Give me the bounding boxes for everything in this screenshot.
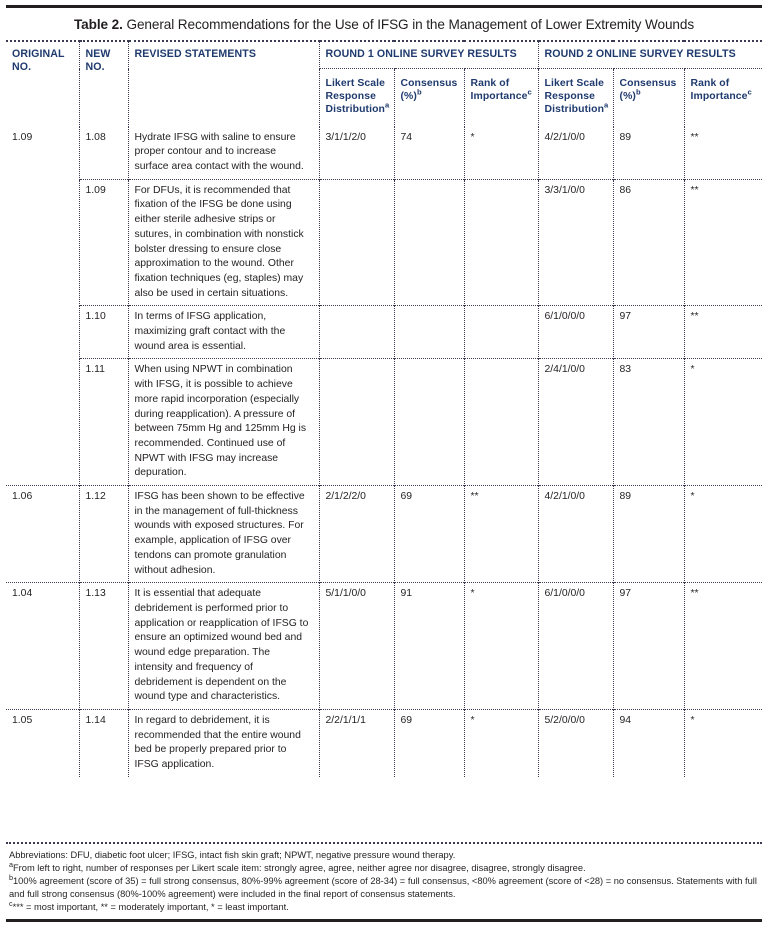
cell-r2_consensus: 97 xyxy=(613,583,684,710)
cell-statement: It is essential that adequate debridement is performed prior to application or reapplication of IFSG to ensure an optimized wound bed and wound edge preparation. The intensity and frequency of debridement is dependent on the wound type and characteristics. xyxy=(128,583,319,710)
col-header-revised-statements: REVISED STATEMENTS xyxy=(128,41,319,127)
cell-original_no: 1.06 xyxy=(6,486,79,583)
table-row xyxy=(6,709,762,776)
cell-r1_consensus xyxy=(394,179,464,306)
cell-statement: In terms of IFSG application, maximizing graft contact with the wound area is essential. xyxy=(128,306,319,359)
col-header-r2-consensus-text: Consensus (%) xyxy=(619,78,677,103)
cell-r1_rank xyxy=(464,359,538,486)
footnote-a-marker: a xyxy=(9,859,13,869)
footnote-a-text: From left to right, number of responses per Likert scale item: strongly agree, agree, neither agree nor disagree, disagree, strongly disagree. xyxy=(13,862,586,873)
cell-new_no: 1.08 xyxy=(79,127,128,180)
table-row xyxy=(6,306,762,359)
table-caption-label: Table 2. xyxy=(73,17,123,32)
cell-r2_likert: 6/1/0/0/0 xyxy=(538,583,613,710)
cell-new_no: 1.12 xyxy=(79,486,128,583)
col-header-round2-group: ROUND 2 ONLINE SURVEY RESULTS xyxy=(538,41,762,69)
table-footnotes xyxy=(6,842,762,917)
col-header-r1-consensus-text: Consensus (%) xyxy=(400,78,458,103)
col-header-r2-consensus xyxy=(613,69,684,127)
cell-r1_likert xyxy=(319,306,394,359)
cell-r1_rank: * xyxy=(464,709,538,776)
col-header-original-no: ORIGINAL NO. xyxy=(6,41,79,127)
footnote-c xyxy=(9,898,760,914)
cell-r2_rank: ** xyxy=(684,583,762,710)
cell-r2_consensus: 94 xyxy=(613,709,684,776)
cell-new_no: 1.14 xyxy=(79,709,128,776)
footnote-c-marker: c xyxy=(9,898,13,908)
cell-r1_consensus: 91 xyxy=(394,583,464,710)
cell-r2_likert: 4/2/1/0/0 xyxy=(538,486,613,583)
cell-r2_rank: * xyxy=(684,359,762,486)
cell-new_no: 1.11 xyxy=(79,359,128,486)
footnote-abbreviations: Abbreviations: DFU, diabetic foot ulcer; IFSG, intact fish skin graft; NPWT, negative pressure wound therapy. xyxy=(9,849,456,860)
footnote-b xyxy=(9,872,760,900)
cell-statement: Hydrate IFSG with saline to ensure proper contour and to increase surface area contact with the wound. xyxy=(128,127,319,180)
cell-r2_likert: 3/3/1/0/0 xyxy=(538,179,613,306)
cell-r2_consensus: 86 xyxy=(613,179,684,306)
table-row xyxy=(6,127,762,180)
cell-statement: IFSG has been shown to be effective in the management of full-thickness wounds with exposed structures. For example, application of IFSG over tendons can promote granulation without adhesion. xyxy=(128,486,319,583)
footnote-marker-b: b xyxy=(635,87,641,97)
cell-statement: When using NPWT in combination with IFSG, it is possible to achieve more rapid incorporation (especially during reapplication). A pressure of between 75mm Hg and 125mm Hg is recommended. Continued use of NPWT with IFSG may increase depuration. xyxy=(128,359,319,486)
cell-original_no: 1.09 xyxy=(12,131,33,143)
col-header-r2-rank xyxy=(684,69,762,127)
cell-r2_consensus: 97 xyxy=(613,306,684,359)
table-row xyxy=(6,179,762,306)
table-row xyxy=(6,359,762,486)
cell-r1_consensus xyxy=(394,359,464,486)
cell-r2_consensus: 83 xyxy=(613,359,684,486)
cell-r1_rank: * xyxy=(464,583,538,710)
col-header-r1-consensus xyxy=(394,69,464,127)
table-caption xyxy=(0,8,768,40)
cell-new_no: 1.09 xyxy=(79,179,128,306)
footnote-marker-a: a xyxy=(385,100,390,110)
table-head xyxy=(6,41,762,127)
table-caption-text: General Recommendations for the Use of IFSG in the Management of Lower Extremity Wounds xyxy=(122,17,695,32)
table-row xyxy=(6,583,762,710)
cell-r2_likert: 4/2/1/0/0 xyxy=(538,127,613,180)
cell-statement: In regard to debridement, it is recommended that the entire wound bed be properly prepared prior to IFSG application. xyxy=(128,709,319,776)
col-header-r1-likert-text: Likert Scale Response Distribution xyxy=(325,78,386,116)
cell-r1_rank xyxy=(464,179,538,306)
footnote-marker-b: b xyxy=(416,87,422,97)
layout-spacer xyxy=(0,777,768,842)
col-header-r1-rank xyxy=(464,69,538,127)
cell-new_no: 1.10 xyxy=(79,306,128,359)
col-header-r1-rank-text: Rank of Importance xyxy=(470,78,528,103)
bottom-rule xyxy=(6,919,762,922)
footnote-marker-c: c xyxy=(747,87,752,97)
cell-r2_likert: 5/2/0/0/0 xyxy=(538,709,613,776)
cell-r1_likert: 3/1/1/2/0 xyxy=(319,127,394,180)
cell-r1_likert xyxy=(319,179,394,306)
cell-r2_likert: 6/1/0/0/0 xyxy=(538,306,613,359)
cell-r2_rank: ** xyxy=(684,127,762,180)
cell-r1_rank: ** xyxy=(464,486,538,583)
cell-r2_consensus: 89 xyxy=(613,127,684,180)
col-header-r1-likert xyxy=(319,69,394,127)
cell-r2_consensus: 89 xyxy=(613,486,684,583)
cell-original_no: 1.05 xyxy=(6,709,79,776)
col-header-r2-likert xyxy=(538,69,613,127)
cell-original_no xyxy=(6,179,79,306)
cell-r1_consensus xyxy=(394,306,464,359)
footnote-c-text: *** = most important, ** = moderately important, * = least important. xyxy=(12,901,289,912)
cell-r2_rank: * xyxy=(684,486,762,583)
footnote-marker-c: c xyxy=(527,87,532,97)
recommendations-table xyxy=(6,40,762,777)
cell-original_no: 1.04 xyxy=(6,583,79,710)
cell-r1_consensus: 69 xyxy=(394,709,464,776)
cell-r1_likert: 2/1/2/2/0 xyxy=(319,486,394,583)
table-row xyxy=(6,486,762,583)
cell-statement: For DFUs, it is recommended that fixation of the IFSG be done using either sterile adhesive strips or sutures, in combination with nonstick bolster dressing to ensure close approximation to the wound. Other fixation techniques (eg, staples) may also be used in certain situations. xyxy=(128,179,319,306)
cell-r1_consensus: 74 xyxy=(394,127,464,180)
cell-r2_likert: 2/4/1/0/0 xyxy=(538,359,613,486)
cell-r1_rank xyxy=(464,306,538,359)
col-header-r2-likert-text: Likert Scale Response Distribution xyxy=(544,78,605,116)
footnote-marker-a: a xyxy=(604,100,609,110)
cell-r2_rank: ** xyxy=(684,306,762,359)
cell-original_no xyxy=(6,306,79,359)
table-body xyxy=(6,127,762,777)
cell-new_no: 1.13 xyxy=(79,583,128,710)
footnote-a xyxy=(9,859,760,875)
col-header-new-no: NEW NO. xyxy=(79,41,128,127)
cell-r1_likert xyxy=(319,359,394,486)
cell-r2_rank: ** xyxy=(684,179,762,306)
cell-r1_likert: 5/1/1/0/0 xyxy=(319,583,394,710)
cell-r1_rank: * xyxy=(464,127,538,180)
cell-r1_likert: 2/2/1/1/1 xyxy=(319,709,394,776)
footnote-b-text: 100% agreement (score of 35) = full strong consensus, 80%-99% agreement (score of 28-34) = full consensus, <80% agreement (score of <28) = no consensus. Statements with full and full strong consensus (80%-100% agreement) were included in the final report of consensus statements. xyxy=(9,876,757,899)
col-header-round1-group: ROUND 1 ONLINE SURVEY RESULTS xyxy=(319,41,538,69)
header-row-groups xyxy=(6,41,762,69)
footnote-b-marker: b xyxy=(9,872,13,882)
cell-r2_rank: * xyxy=(684,709,762,776)
cell-r1_consensus: 69 xyxy=(394,486,464,583)
cell-original_no xyxy=(6,359,79,486)
col-header-r2-rank-text: Rank of Importance xyxy=(690,78,748,103)
